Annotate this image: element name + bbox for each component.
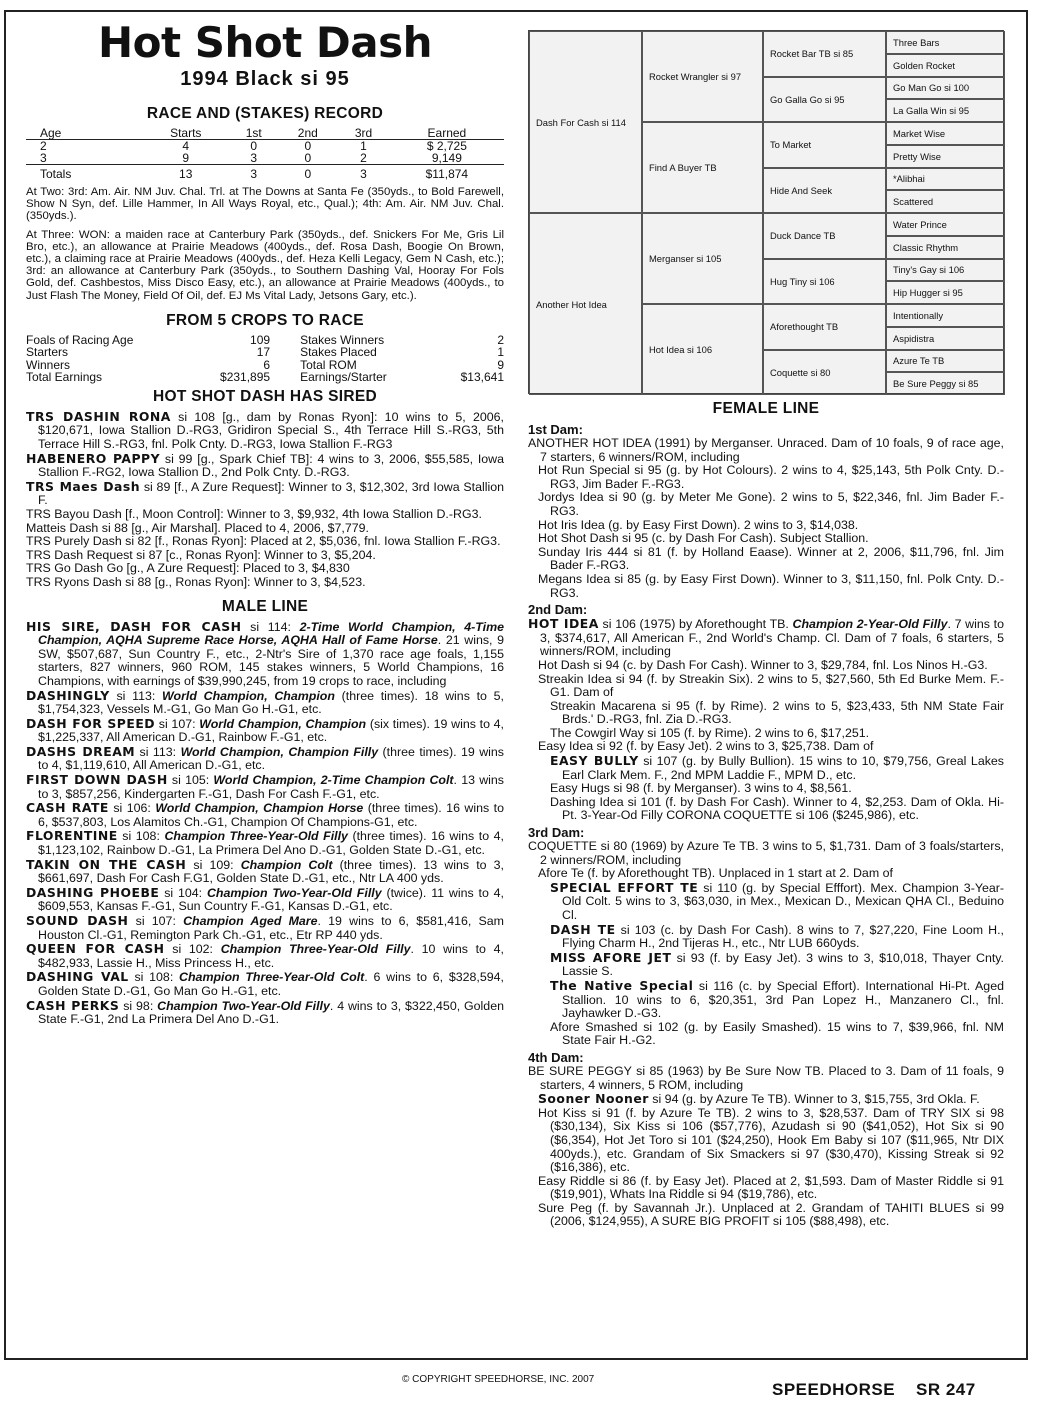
race-record-total-cell: 0: [278, 165, 337, 181]
pedigree-cell-g4: *Alibhai: [886, 168, 1005, 191]
race-record-total-cell: 13: [142, 165, 229, 181]
first-dam-produce: [528, 519, 1004, 533]
male-line-entry-pre: si 104:: [159, 885, 207, 900]
dam-heading: 2nd Dam:: [528, 602, 588, 618]
female-line-text: Sure Peg (f. by Savannah Jr.). Unplaced at 2. Grandam of TAHITI BLUES si 99 (2006, $124,955), A SURE BIG PROFIT si 105 ($88,498), etc.: [538, 1200, 1004, 1229]
female-line-horse-name: MISS AFORE JET: [550, 949, 672, 965]
pedigree-cell-g3: Aforethought TB: [763, 304, 886, 350]
dam-heading: 3rd Dam:: [528, 825, 585, 841]
female-line-list: [528, 422, 1004, 1229]
male-line-entry-name: DASH FOR SPEED: [26, 715, 156, 731]
male-line-entry-honor: Champion Two-Year-Old Filly: [206, 885, 382, 900]
race-record-cell: 9: [182, 151, 190, 165]
female-line-text: BE SURE PEGGY si 85 (1963) by Be Sure Now TB. Placed to 3. Dam of 11 foals, 9 starters, 4 winners, 5 ROM, including: [528, 1063, 1004, 1092]
pedigree-cell-g4: Pretty Wise: [886, 145, 1005, 168]
race-record-total-cell: 3: [337, 165, 389, 181]
race-record-cell: 4: [182, 139, 190, 153]
pedigree-cell-g2: Find A Buyer TB: [642, 122, 763, 213]
female-line-text: Afore Te (f. by Aforethought TB). Unplaced in 1 start at 2. Dam of: [538, 866, 893, 881]
race-record-column-header: Age: [26, 127, 142, 140]
pedigree-cell-g3: To Market: [763, 122, 886, 168]
pedigree-cell-g4: Azure Te TB: [886, 350, 1005, 373]
second-dam-produce: [528, 673, 1004, 700]
third-dam-produce: [528, 867, 1004, 881]
race-record-total-cell: Totals: [26, 165, 142, 181]
male-line-entry-name: DASHS DREAM: [26, 743, 136, 759]
crops-value: 1: [497, 345, 504, 360]
female-line-horse-name: HOT IDEA: [528, 616, 599, 632]
crops-label: Stakes Placed: [300, 345, 377, 360]
crops-value: $231,895: [220, 370, 271, 385]
first-dam-intro: [528, 437, 1004, 464]
female-line-horse-name: SPECIAL EFFORT TE: [550, 879, 699, 895]
pedigree-cell-g4: La Galla Win si 95: [886, 99, 1005, 122]
female-line-horse-name: Sooner Nooner: [538, 1091, 649, 1107]
female-line-text: si 116 (c. by Special Effort). International Hi-Pt. Aged Stallion. 10 wins to 6, $20,351, 3rd Pan Lopez H., Manzanero Cl., fnl. Jayhawker D.-G3.: [562, 978, 1004, 1021]
pedigree-cell-g3: Hide And Seek: [763, 168, 886, 214]
crops-value: 9: [497, 357, 504, 372]
left-column: [26, 14, 504, 1027]
race-record-row: [26, 152, 504, 165]
crops-table: [26, 334, 504, 384]
male-line-entry-pre: si 108:: [128, 970, 180, 985]
second-dam-produce: [528, 727, 1004, 741]
sired-entry-name: TRS Maes Dash: [26, 478, 141, 494]
male-line-entry: [26, 773, 504, 801]
male-line-entry-text: . 10 wins to 4, $482,933, Lassie H., Miss Princess H., etc.: [38, 942, 504, 970]
crops-label: Total ROM: [300, 357, 357, 372]
male-line-entry-honor: Champion Aged Mare: [183, 914, 318, 929]
crops-value: 109: [250, 332, 271, 347]
female-line-text: si 93 (f. by Easy Jet). 3 wins to 3, $10,018, Thayer Cnty. Lassie S.: [562, 950, 1005, 979]
sired-entry: [26, 452, 504, 480]
race-record-column-header: Starts: [142, 127, 229, 140]
male-line-entry-name: FLORENTINE: [26, 828, 118, 844]
sired-entry: [26, 535, 504, 549]
male-line-entry: [26, 689, 504, 717]
male-line-entry-text: (twice). 11 wins to 4, $609,553, Kansas F.-G1, Sun Country F.-G1, Kansas D.-G1, etc.: [38, 885, 504, 914]
sired-entry: [26, 549, 504, 563]
male-line-entry-honor: Champion Three-Year-Old Filly: [164, 829, 348, 844]
male-line-entry-honor: Champion Two-Year-Old Filly: [157, 998, 330, 1013]
female-line-text: Easy Riddle si 86 (f. by Easy Jet). Placed at 2, $1,593. Dam of Master Riddle si 91 ($19,901), Whats Ina Riddle si 94 ($19,786), etc.: [538, 1173, 1004, 1202]
male-line-entry-name: DASHINGLY: [26, 687, 110, 703]
male-line-entry-text: . 19 wins to 6, $581,416, Sam Houston Cl.-G1, Remington Park Ch.-G1, etc., Etr RP 440 yds.: [38, 914, 504, 942]
male-line-entry-honor: 2-Time World Champion, 4-Time Champion, AQHA Supreme Race Horse, AQHA Hall of Fame Horse: [38, 619, 504, 648]
third-dam-produce: [528, 979, 1004, 1021]
sired-entry-name: TRS DASHIN RONA: [26, 408, 171, 424]
sired-entry-text: si 108 [g., dam by Ronas Ryon]: 10 wins to 5, 2006, $120,671, Iowa Stallion D.-RG3, Gridiron Special S., 4th Terrace Hill S.-RG3, 5th Terrace Hill S.-RG3, fnl. Polk Cnty. D.-RG3, Iowa Stallion F.-RG3: [38, 409, 504, 452]
crops-value: 6: [263, 357, 271, 372]
male-line-entry-text: (six times). 19 wins to 4, $1,225,337, All American D.-G1, Rainbow F.-G1, etc.: [38, 716, 504, 745]
second-dam-produce: [528, 700, 1004, 727]
sired-entry-text: TRS Ryons Dash si 88 [g., Ronas Ryon]: Winner to 3, $4,523.: [26, 574, 366, 589]
second-dam-produce: [528, 659, 1004, 673]
male-line-entry-text: (three times). 18 wins to 5, $1,754,323, Vessels M.-G1, Go Man Go H.-G1, etc.: [38, 688, 504, 717]
stallion-name: Hot Shot Dash: [97, 18, 432, 67]
crops-label: Total Earnings: [26, 370, 103, 385]
race-record-column-header: 2nd: [278, 127, 337, 140]
male-line-entry: [26, 886, 504, 914]
pedigree-cell-g3: Coquette si 80: [763, 350, 886, 396]
female-line-text: Dashing Idea si 101 (f. by Dash For Cash). Winner to 4, $2,253. Dam of Okla. Hi-Pt. 3-Year-Od Filly CORONA COQUETTE si 106 ($245,986), etc.: [550, 794, 1004, 823]
fourth-dam-produce: [528, 1175, 1004, 1202]
male-line-entry-pre: si 108:: [117, 829, 165, 844]
race-record-cell: 0: [304, 151, 312, 165]
race-record-heading: RACE AND (STAKES) RECORD: [146, 105, 384, 122]
pedigree-cell-g2: Hot Idea si 106: [642, 304, 763, 395]
dam-heading: 4th Dam:: [528, 1049, 584, 1065]
race-record-column-header: 3rd: [337, 127, 389, 140]
sired-entry-text: TRS Dash Request si 87 [c., Ronas Ryon]: Winner to 3, $5,204.: [26, 547, 376, 562]
female-line-text: Megans Idea si 85 (g. by Easy First Down). Winner to 3, $11,150, fnl. Polk Cnty. D.-RG3.: [538, 571, 1004, 600]
first-dam-produce: [528, 546, 1004, 573]
publication-footer: SPEEDHORSE SR 247: [772, 1380, 976, 1399]
sired-entry: [26, 576, 504, 590]
third-dam-produce: [528, 1021, 1004, 1048]
male-line-entry-text: (three times). 13 wins to 3, $661,697, Dash For Cash F.G1, Golden State D.-G1, etc., Ntr LA 400 yds.: [38, 857, 504, 886]
pedigree-cell-g4: Tiny's Gay si 106: [886, 259, 1005, 282]
pedigree-cell-g4: Be Sure Peggy si 85: [886, 372, 1005, 395]
male-line-entry-name: TAKIN ON THE CASH: [26, 856, 187, 872]
first-dam-produce: [528, 573, 1004, 600]
pedigree-cell-g4: Classic Rhythm: [886, 236, 1005, 259]
pedigree-cell-g1: Dash For Cash si 114: [529, 31, 642, 213]
race-record-column-header: 1st: [229, 127, 278, 140]
female-line-heading: FEMALE LINE: [712, 400, 820, 417]
pedigree-cell-g4: Market Wise: [886, 122, 1005, 145]
pedigree-cell-g4: Scattered: [886, 190, 1005, 213]
second-dam-produce: [528, 754, 1004, 782]
sired-entry-text: si 89 [f., A Zure Request]: Winner to 3, $12,302, 3rd Iowa Stallion F.: [38, 479, 505, 508]
male-line-entry-name: CASH PERKS: [26, 997, 120, 1013]
female-line-text: Hot Kiss si 91 (f. by Azure Te TB). 2 wins to 3, $28,537. Dam of TRY SIX si 98 ($30,134), Six Kiss si 106 ($57,776), Azudash si 90 ($41,052), Hot Six si 90 ($6,354), Hot Jet Toro si 101 ($24,250), Hook Em Baby si 107 ($11,965, Ntr DIX 400yds.), etc. Grandam of Six Smackers si 97 ($30,470), Kissing Streak si 92 ($16,386), etc.: [538, 1105, 1004, 1175]
female-line-text: . 7 wins to 3, $374,617, All American F., 2nd World's Champ. Cl. Dam of 7 foals, 6 starters, 5 winners/ROM, including: [540, 617, 1004, 659]
male-line-entry-text: . 6 wins to 6, $328,594, Golden State D.-G1, Go Man Go H.-G1, etc.: [38, 970, 504, 998]
female-line-text: Streakin Macarena si 95 (f. by Rime). 2 wins to 5, $23,433, 5th NM State Fair Brds.' D.-RG3, fnl. Zia D.-RG3.: [550, 698, 1004, 727]
female-line-text: Hot Iris Idea (g. by Easy First Down). 2 wins to 3, $14,038.: [538, 517, 859, 532]
female-line-text: si 94 (g. by Azure Te TB). Winner to 3, $15,755, 3rd Okla. F.: [648, 1092, 980, 1107]
female-line-text: si 103 (c. by Dash For Cash). 8 wins to 7, $27,220, Fine Loom H., Flying Charm H., 2nd Tijeras H., etc., Ntr LUB 660yds.: [562, 922, 1005, 951]
male-line-entry-text: . 13 wins to 3, $857,256, Kindergarten F.-G1, Dash For Cash F.-G1, etc.: [38, 773, 504, 801]
pedigree-cell-g2: Merganser si 105: [642, 213, 763, 304]
female-line-text: Easy Idea si 92 (f. by Easy Jet). 2 wins to 3, $25,738. Dam of: [538, 739, 874, 754]
male-line-entry: [26, 999, 504, 1027]
pedigree-cell-g3: Hug Tiny si 106: [763, 259, 886, 305]
pedigree-cell-g3: Go Galla Go si 95: [763, 77, 886, 123]
second-dam-intro: [528, 617, 1004, 659]
dam-heading: 1st Dam:: [528, 422, 583, 437]
sired-list: [26, 410, 504, 590]
pedigree-cell-g3: Duck Dance TB: [763, 213, 886, 259]
first-dam-produce: [528, 491, 1004, 518]
female-line-text: Sunday Iris 444 si 81 (f. by Holland Eaase). Winner at 2, 2006, $11,796, fnl. Jim Bader F.-RG3.: [538, 544, 1004, 573]
male-line-heading: MALE LINE: [221, 597, 309, 615]
male-line-entry: [26, 914, 504, 942]
male-line-entry-name: HIS SIRE, DASH FOR CASH: [26, 618, 242, 634]
female-line-text: si 106 (1975) by Aforethought TB.: [598, 617, 793, 632]
race-record-total-cell: $11,874: [390, 165, 504, 181]
crops-value: $13,641: [460, 370, 504, 385]
male-line-entry-honor: Champion Three-Year-Old Colt: [179, 970, 365, 985]
female-line-text: si 110 (g. by Special Efffort). Mex. Champion 3-Year-Old Colt. 5 wins to 3, $63,030, in Mex., Mexican D., Mexican QHA Cl., Beduino Cl.: [562, 880, 1004, 922]
pedigree-cell-g2: Rocket Wrangler si 97: [642, 31, 763, 122]
second-dam-produce: [528, 782, 1004, 796]
pedigree-cell-g4: Intentionally: [886, 304, 1005, 327]
race-record-cell: 2: [40, 139, 47, 153]
sired-entry: [26, 480, 504, 508]
third-dam-produce: [528, 923, 1004, 951]
male-line-entry: [26, 858, 504, 886]
second-dam-produce: [528, 740, 1004, 754]
female-line-text: The Cowgirl Way si 105 (f. by Rime). 2 wins to 6, $17,251.: [550, 725, 870, 740]
male-line-entry-honor: Champion Colt: [240, 857, 333, 872]
male-line-entry-pre: si 106:: [108, 801, 156, 816]
male-line-entry-text: (three times). 16 wins to 4, $1,123,102, Rainbow D.-G1, La Primera Del Ano D.-G1, Golden State D.-G1, etc.: [38, 829, 504, 858]
male-line-entry-name: DASHING PHOEBE: [26, 884, 160, 900]
male-line-entry-honor: World Champion, Champion: [199, 716, 367, 731]
pedigree-cell-g4: Hip Hugger si 95: [886, 281, 1005, 304]
male-line-entry-name: CASH RATE: [26, 800, 109, 816]
male-line-entry-honor: World Champion, 2-Time Champion Colt: [213, 773, 454, 788]
copyright-notice: © COPYRIGHT SPEEDHORSE, INC. 2007: [402, 1374, 595, 1385]
male-line-entry-pre: si 113:: [109, 688, 163, 703]
male-line-entry-text: (three times). 19 wins to 4, $1,119,610, All American D.-G1, etc.: [38, 744, 504, 773]
female-line-text: si 107 (g. by Bully Bullion). 15 wins to 10, $79,756, Greal Lakes Earl Clark Mem. F., 2nd MPM Laddie F., MPM D., etc.: [562, 754, 1004, 782]
sired-entry-text: TRS Go Dash Go [g., A Zure Request]: Placed to 3, $4,830: [26, 561, 350, 576]
sired-heading: HOT SHOT DASH HAS SIRED: [153, 387, 377, 405]
male-line-entry: [26, 717, 504, 745]
male-line-entry-pre: si 98:: [119, 998, 158, 1013]
male-line-entry-pre: si 107:: [128, 914, 184, 929]
female-line-horse-name: The Native Special: [550, 977, 694, 993]
sired-entry: [26, 410, 504, 452]
race-record-cell: 3: [40, 151, 47, 165]
at-two-paragraph: At Two: 3rd: Am. Air. NM Juv. Chal. Trl. at The Downs at Santa Fe (350yds., to Bold Farewell, Show N Syn, def. Lille Hammer, In All Ways Royal, etc., Qual.); 4th: Am. Air. NM Juv. Chal. (350yds.).: [26, 186, 504, 223]
crops-value: 17: [256, 345, 271, 360]
female-line-text: Hot Run Special si 95 (g. by Hot Colours). 2 wins to 4, $25,143, 5th Polk Cnty. D.-RG3, Jim Bader F.-RG3.: [538, 463, 1004, 491]
pedigree-cell-g4: Water Prince: [886, 213, 1005, 236]
fourth-dam-produce: [528, 1107, 1004, 1175]
third-dam-produce: [528, 951, 1004, 979]
male-line-entry-pre: si 107:: [155, 716, 200, 731]
male-line-entry: [26, 942, 504, 970]
race-record-cell: 3: [250, 151, 258, 165]
crops-label: Stakes Winners: [300, 332, 385, 347]
sired-entry-text: TRS Bayou Dash [f., Moon Control]: Winner to 3, $9,932, 4th Iowa Stallion D.-RG3.: [26, 506, 482, 521]
right-column: [528, 30, 1004, 1229]
sired-entry: [26, 562, 504, 576]
third-dam-intro: [528, 840, 1004, 867]
pedigree-cell-g4: Golden Rocket: [886, 54, 1005, 77]
male-line-entry-honor: World Champion, Champion Horse: [155, 801, 364, 816]
crops-heading: FROM 5 CROPS TO RACE: [166, 311, 364, 329]
female-line-text: Afore Smashed si 102 (g. by Easily Smashed). 15 wins to 7, $39,966, fnl. NM State Fair H.-G2.: [550, 1019, 1004, 1048]
third-dam-produce: [528, 881, 1004, 923]
crops-value: 2: [497, 332, 504, 347]
male-line-entry-name: QUEEN FOR CASH: [26, 941, 165, 957]
male-line-entry-name: DASHING VAL: [26, 969, 129, 985]
at-three-paragraph: At Three: WON: a maiden race at Canterbury Park (350yds., def. Snickers For Me, Gris Lil Bro, etc.), an allowance at Prairie Meadows (400yds., def. Rosa Dash, Boogie On Brown, etc.), a claiming race at Prairie Meadows (400yds., def. Heza Kelli Legacy, Gem N Cash, etc.); 3rd: an allowance at Canterbury Park (350yds., to Southern Dashing Val, Hooray For Fols Gold, def. Cashbestos, Miss Disco Easy, etc.), an allowance at Prairie Meadows (400yds., to Just Flash The Money, Field Of Oil, def. EJ Ms Vital Lady, Jetsons Gary, etc.).: [26, 228, 504, 302]
race-record-cell: 1: [360, 139, 367, 153]
female-line-text: Jordys Idea si 90 (g. by Meter Me Gone). 2 wins to 5, $22,346, fnl. Jim Bader F.-RG3.: [538, 490, 1004, 518]
crops-label: Winners: [26, 357, 71, 372]
pedigree-chart: [528, 30, 1004, 394]
second-dam-produce: [528, 796, 1004, 823]
sired-entry-name: HABENERO PAPPY: [26, 450, 161, 466]
race-record-table: [26, 127, 504, 180]
pedigree-cell-g3: Rocket Bar TB si 85: [763, 31, 886, 77]
male-line-entry-honor: Champion Three-Year-Old Filly: [220, 942, 411, 957]
crops-label: Earnings/Starter: [300, 370, 387, 385]
female-line-horse-name: DASH TE: [550, 921, 616, 937]
male-line-entry-text: (three times). 16 wins to 6, $537,803, Los Alamitos Ch.-G1, Champion Of Champions-G1, etc.: [38, 801, 504, 829]
race-record-cell: 0: [250, 139, 258, 153]
male-line-list: [26, 620, 504, 1027]
race-record-column-header: Earned: [390, 127, 504, 140]
pedigree-cell-g1: Another Hot Idea: [529, 213, 642, 395]
first-dam-produce: [528, 464, 1004, 491]
race-record-cell: 0: [304, 139, 312, 153]
sired-entry-text: si 99 [g., Spark Chief TB]: 4 wins to 3, 2006, $55,585, Iowa Stallion F.-RG2, Iowa Stallion D., 2nd Polk Cnty. D.-RG3.: [38, 451, 504, 480]
male-line-entry-pre: si 105:: [167, 773, 214, 788]
male-line-entry-name: FIRST DOWN DASH: [26, 772, 168, 788]
female-line-honor: Champion 2-Year-Old Filly: [792, 617, 948, 632]
female-line-text: Easy Hugs si 98 (f. by Merganser). 3 wins to 4, $8,561.: [550, 781, 852, 796]
female-line-horse-name: EASY BULLY: [550, 753, 639, 769]
female-line-text: ANOTHER HOT IDEA (1991) by Merganser. Unraced. Dam of 10 foals, 9 of race age, 7 starters, 6 winners/ROM, including: [528, 436, 1004, 464]
crops-row: [26, 371, 504, 384]
stallion-subtitle: 1994 Black si 95: [180, 68, 350, 90]
pedigree-cell-g4: Three Bars: [886, 31, 1005, 54]
crops-label: Starters: [26, 345, 69, 360]
male-line-entry-pre: si 102:: [164, 942, 221, 957]
male-line-entry-honor: World Champion, Champion Filly: [180, 744, 379, 759]
male-line-entry-honor: World Champion, Champion: [162, 688, 335, 703]
male-line-entry-text: . 21 wins, 9 SW, $507,687, Sun Country F., etc., 2-Ntr's Sire of 1,370 race age foals, 1,155 starters, 827 winners, 960 ROM, 145 stakes winners, 5 World Champions, 16 Champions, with earnings of $39,990,245, from 19 crops to race, including: [38, 633, 504, 688]
first-dam-produce: [528, 532, 1004, 546]
race-record-cell: 9,149: [431, 151, 462, 165]
pedigree-cell-g4: Go Man Go si 100: [886, 77, 1005, 100]
male-line-entry: [26, 801, 504, 829]
male-line-entry-pre: si 114:: [241, 619, 300, 634]
pedigree-cell-g4: Aspidistra: [886, 327, 1005, 350]
male-line-entry-text: . 4 wins to 3, $322,450, Golden State F.-G1, 2nd La Primera Del Ano D.-G1.: [38, 998, 504, 1027]
male-line-entry-pre: si 113:: [135, 744, 181, 759]
race-record-cell: $ 2,725: [426, 139, 467, 153]
female-line-text: COQUETTE si 80 (1969) by Azure Te TB. 3 wins to 5, $1,731. Dam of 3 foals/starters, 2 winners/ROM, including: [528, 839, 1004, 867]
race-record-total-cell: 3: [229, 165, 278, 181]
female-line-text: Hot Dash si 94 (c. by Dash For Cash). Winner to 3, $29,784, fnl. Los Ninos H.-G3.: [538, 657, 988, 672]
sired-entry: [26, 508, 504, 522]
male-line-entry: [26, 745, 504, 773]
male-line-entry-name: SOUND DASH: [26, 913, 129, 929]
female-line-text: Streakin Idea si 94 (f. by Streakin Six). 2 wins to 5, $27,560, 5th Ed Burke Mem. F.-G1. Dam of: [538, 671, 1004, 700]
fourth-dam-produce: [528, 1092, 1004, 1107]
male-line-entry: [26, 829, 504, 857]
crops-row: [26, 346, 504, 359]
fourth-dam-produce: [528, 1202, 1004, 1229]
crops-label: Foals of Racing Age: [26, 332, 134, 347]
male-line-entry: [26, 970, 504, 998]
sired-entry-text: Matteis Dash si 88 [g., Air Marshal]. Placed to 4, 2006, $7,779.: [26, 520, 369, 535]
female-line-text: Hot Shot Dash si 95 (c. by Dash For Cash). Subject Stallion.: [538, 531, 869, 546]
race-record-totals-row: [26, 165, 504, 181]
male-line-entry: [26, 620, 504, 689]
fourth-dam-intro: [528, 1065, 1004, 1092]
sired-entry-text: TRS Purely Dash si 82 [f., Ronas Ryon]: Placed at 2, $5,036, fnl. Iowa Stallion F.-RG3.: [26, 534, 501, 549]
race-record-cell: 2: [360, 151, 367, 165]
male-line-entry-pre: si 109:: [186, 857, 241, 872]
sired-entry: [26, 522, 504, 536]
